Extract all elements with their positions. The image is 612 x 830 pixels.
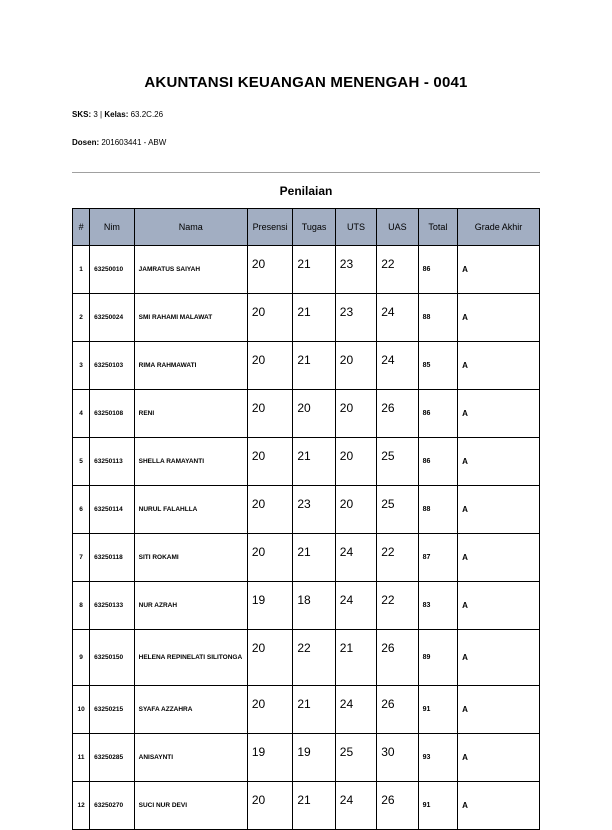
cell-presensi: 20 [247,486,292,534]
cell-uas: 25 [377,438,418,486]
cell-nama: SMI RAHAMI MALAWAT [134,294,247,342]
cell-total: 86 [418,390,457,438]
cell-grade: A [458,686,540,734]
cell-no: 4 [73,390,90,438]
cell-uas: 25 [377,486,418,534]
header-tugas: Tugas [293,209,335,246]
cell-no: 9 [73,630,90,686]
cell-nim: 63250285 [90,734,134,782]
cell-nama: HELENA REPINELATI SILITONGA [134,630,247,686]
cell-nama: RIMA RAHMAWATI [134,342,247,390]
table-row [73,486,540,534]
cell-presensi: 20 [247,342,292,390]
cell-grade: A [458,630,540,686]
cell-tugas: 21 [293,246,335,294]
table-row [73,246,540,294]
cell-nama: NURUL FALAHLLA [134,486,247,534]
cell-nama: SITI ROKAMI [134,534,247,582]
cell-uas: 22 [377,534,418,582]
table-row [73,630,540,686]
kelas-label: Kelas: [104,110,129,119]
cell-grade: A [458,782,540,830]
header-uts: UTS [335,209,376,246]
cell-tugas: 21 [293,294,335,342]
cell-nama: SUCI NUR DEVI [134,782,247,830]
cell-tugas: 21 [293,686,335,734]
cell-nim: 63250113 [90,438,134,486]
cell-uas: 26 [377,686,418,734]
header-nim: Nim [90,209,134,246]
header-nama: Nama [134,209,247,246]
page-title: AKUNTANSI KEUANGAN MENENGAH - 0041 [144,74,468,91]
cell-no: 10 [73,686,90,734]
cell-no: 6 [73,486,90,534]
cell-no: 3 [73,342,90,390]
cell-uts: 20 [335,438,376,486]
header-no: # [73,209,90,246]
cell-uts: 23 [335,294,376,342]
cell-uts: 23 [335,246,376,294]
cell-tugas: 19 [293,734,335,782]
cell-tugas: 20 [293,390,335,438]
cell-uas: 22 [377,582,418,630]
cell-presensi: 19 [247,582,292,630]
cell-uas: 24 [377,294,418,342]
cell-no: 7 [73,534,90,582]
cell-presensi: 19 [247,734,292,782]
table-header-row [73,209,540,246]
cell-nim: 63250114 [90,486,134,534]
kelas-value: 63.2C.26 [130,110,164,119]
cell-presensi: 20 [247,686,292,734]
cell-uas: 26 [377,390,418,438]
cell-nama: SHELLA RAMAYANTI [134,438,247,486]
cell-tugas: 18 [293,582,335,630]
cell-tugas: 21 [293,534,335,582]
cell-grade: A [458,294,540,342]
dosen-value: 201603441 - ABW [101,138,167,147]
course-meta-dosen [72,138,166,147]
cell-no: 11 [73,734,90,782]
cell-grade: A [458,246,540,294]
cell-grade: A [458,534,540,582]
cell-total: 88 [418,294,457,342]
table-row [73,686,540,734]
cell-total: 91 [418,782,457,830]
cell-no: 8 [73,582,90,630]
cell-tugas: 21 [293,438,335,486]
cell-presensi: 20 [247,294,292,342]
cell-uts: 20 [335,342,376,390]
cell-nama: JAMRATUS SAIYAH [134,246,247,294]
cell-uts: 24 [335,582,376,630]
table-row [73,294,540,342]
cell-uas: 26 [377,630,418,686]
grades-table [72,208,540,830]
sks-value: 3 [93,110,98,119]
cell-presensi: 20 [247,630,292,686]
cell-uts: 24 [335,686,376,734]
cell-grade: A [458,390,540,438]
cell-uts: 20 [335,390,376,438]
cell-total: 93 [418,734,457,782]
cell-uas: 24 [377,342,418,390]
table-row [73,390,540,438]
cell-nim: 63250103 [90,342,134,390]
cell-no: 12 [73,782,90,830]
section-title: Penilaian [279,184,333,198]
cell-no: 5 [73,438,90,486]
cell-no: 1 [73,246,90,294]
cell-nama: ANISAYNTI [134,734,247,782]
table-row [73,782,540,830]
cell-uts: 20 [335,486,376,534]
cell-presensi: 20 [247,534,292,582]
sks-label: SKS: [72,110,92,119]
cell-nim: 63250010 [90,246,134,294]
cell-nim: 63250150 [90,630,134,686]
cell-nama: RENI [134,390,247,438]
cell-nama: SYAFA AZZAHRA [134,686,247,734]
cell-total: 91 [418,686,457,734]
cell-total: 83 [418,582,457,630]
cell-presensi: 20 [247,246,292,294]
cell-tugas: 21 [293,342,335,390]
table-row [73,582,540,630]
cell-total: 89 [418,630,457,686]
cell-no: 2 [73,294,90,342]
table-row [73,438,540,486]
header-uas: UAS [377,209,418,246]
cell-nim: 63250118 [90,534,134,582]
cell-grade: A [458,486,540,534]
cell-uts: 21 [335,630,376,686]
cell-uts: 24 [335,782,376,830]
table-row [73,342,540,390]
cell-presensi: 20 [247,782,292,830]
table-row [73,734,540,782]
cell-nim: 63250108 [90,390,134,438]
cell-grade: A [458,342,540,390]
cell-nim: 63250133 [90,582,134,630]
cell-total: 86 [418,438,457,486]
cell-tugas: 22 [293,630,335,686]
cell-grade: A [458,582,540,630]
cell-uts: 25 [335,734,376,782]
cell-uas: 26 [377,782,418,830]
course-meta-sks-kelas [72,110,163,119]
cell-nama: NUR AZRAH [134,582,247,630]
cell-total: 86 [418,246,457,294]
header-total: Total [418,209,457,246]
divider [72,172,540,173]
cell-grade: A [458,438,540,486]
cell-nim: 63250215 [90,686,134,734]
cell-presensi: 20 [247,390,292,438]
cell-uas: 30 [377,734,418,782]
cell-total: 88 [418,486,457,534]
cell-total: 85 [418,342,457,390]
cell-uts: 24 [335,534,376,582]
cell-uas: 22 [377,246,418,294]
table-row [73,534,540,582]
meta-separator: | [100,110,103,119]
cell-nim: 63250024 [90,294,134,342]
cell-nim: 63250270 [90,782,134,830]
dosen-label: Dosen: [72,138,100,147]
cell-presensi: 20 [247,438,292,486]
cell-total: 87 [418,534,457,582]
header-presensi: Presensi [247,209,292,246]
cell-tugas: 23 [293,486,335,534]
cell-tugas: 21 [293,782,335,830]
header-grade-akhir: Grade Akhir [458,209,540,246]
cell-grade: A [458,734,540,782]
